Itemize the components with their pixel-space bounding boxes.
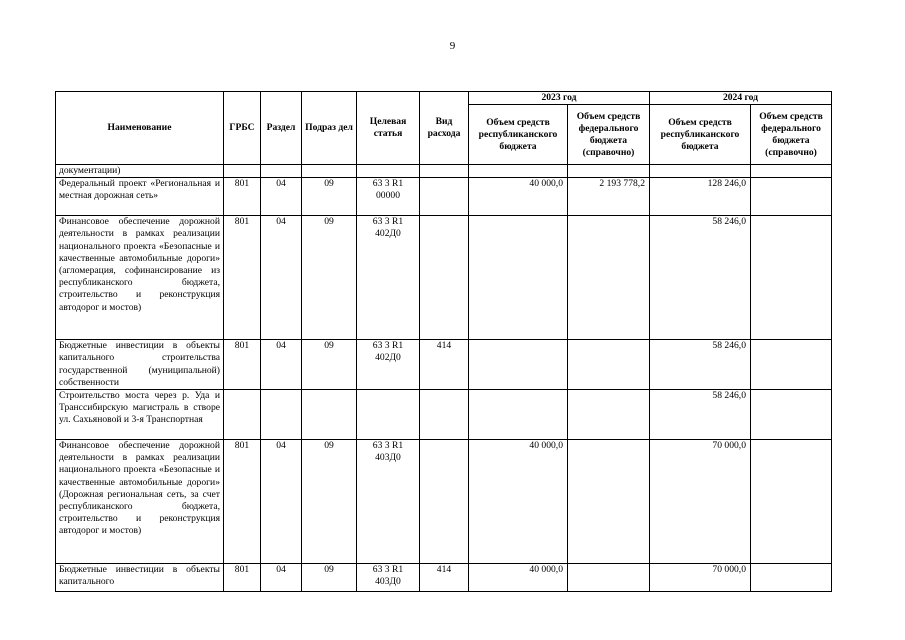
header-podrazdel: Подраз дел (302, 92, 357, 165)
header-target-article: Целевая статья (357, 92, 420, 165)
cell-razdel (261, 165, 302, 178)
cell-rep-2024: 70 000,0 (650, 564, 751, 592)
cell-rep-2023: 40 000,0 (469, 178, 568, 216)
cell-rep-2024: 58 246,0 (650, 216, 751, 340)
cell-grbs (224, 390, 261, 440)
cell-expense-type (420, 440, 469, 564)
cell-name: Финансовое обеспечение дорожной деятельности в рамках реализации национального проекта «Безопасные и качественные автомобильные дороги» (Дорожная региональная сеть, за счет республиканского бюджета, строительство и реконструкция автодорог и мостов) (56, 440, 224, 564)
header-expense-type: Вид расхода (420, 92, 469, 165)
cell-rep-2024: 128 246,0 (650, 178, 751, 216)
header-fed-budget-2024: Объем средств федерального бюджета (справочно) (751, 105, 832, 165)
cell-target-article (357, 165, 420, 178)
cell-fed-2024 (751, 390, 832, 440)
table-row (56, 178, 832, 216)
cell-name: документации) (56, 165, 224, 178)
header-fed-budget-2023: Объем средств федерального бюджета (справочно) (568, 105, 650, 165)
cell-name: Федеральный проект «Региональная и местная дорожная сеть» (56, 178, 224, 216)
cell-rep-2023 (469, 340, 568, 390)
header-year-2023: 2023 год (469, 92, 650, 105)
table-row (56, 390, 832, 440)
cell-expense-type (420, 165, 469, 178)
cell-podrazdel: 09 (302, 340, 357, 390)
cell-podrazdel: 09 (302, 564, 357, 592)
cell-rep-2024: 58 246,0 (650, 340, 751, 390)
cell-razdel: 04 (261, 178, 302, 216)
cell-fed-2024 (751, 178, 832, 216)
cell-podrazdel: 09 (302, 178, 357, 216)
cell-fed-2023 (568, 440, 650, 564)
header-rep-budget-2024: Объем средств республиканского бюджета (650, 105, 751, 165)
cell-target-article: 63 3 R1 402Д0 (357, 216, 420, 340)
cell-rep-2023 (469, 390, 568, 440)
cell-name: Бюджетные инвестиции в объекты капитального (56, 564, 224, 592)
table-row (56, 440, 832, 564)
budget-table (55, 91, 832, 592)
cell-rep-2024: 70 000,0 (650, 440, 751, 564)
table-row (56, 216, 832, 340)
cell-expense-type (420, 178, 469, 216)
cell-grbs: 801 (224, 564, 261, 592)
cell-fed-2024 (751, 440, 832, 564)
cell-name: Финансовое обеспечение дорожной деятельности в рамках реализации национального проекта «Безопасные и качественные автомобильные дороги» (агломерация, софинансирование из республиканского бюджета, строительство и реконструкция автодорог и мостов) (56, 216, 224, 340)
cell-name: Бюджетные инвестиции в объекты капитального строительства государственной (муниципальной) собственности (56, 340, 224, 390)
cell-razdel: 04 (261, 440, 302, 564)
cell-fed-2023 (568, 564, 650, 592)
table-row (56, 564, 832, 592)
cell-rep-2024: 58 246,0 (650, 390, 751, 440)
cell-expense-type (420, 390, 469, 440)
cell-podrazdel: 09 (302, 440, 357, 564)
cell-fed-2024 (751, 564, 832, 592)
cell-target-article: 63 3 R1 402Д0 (357, 340, 420, 390)
cell-rep-2023 (469, 165, 568, 178)
cell-fed-2023 (568, 165, 650, 178)
cell-razdel: 04 (261, 564, 302, 592)
cell-rep-2023 (469, 216, 568, 340)
header-year-2024: 2024 год (650, 92, 832, 105)
cell-expense-type: 414 (420, 564, 469, 592)
cell-target-article: 63 3 R1 403Д0 (357, 440, 420, 564)
cell-podrazdel (302, 165, 357, 178)
cell-grbs: 801 (224, 178, 261, 216)
cell-expense-type: 414 (420, 340, 469, 390)
cell-fed-2023 (568, 216, 650, 340)
cell-fed-2024 (751, 165, 832, 178)
cell-grbs: 801 (224, 340, 261, 390)
cell-name: Строительство моста через р. Уда и Транссибирскую магистраль в створе ул. Сахьяновой и 3-я Транспортная (56, 390, 224, 440)
table-row (56, 340, 832, 390)
table-row (56, 165, 832, 178)
cell-razdel (261, 390, 302, 440)
header-razdel: Раздел (261, 92, 302, 165)
cell-target-article (357, 390, 420, 440)
cell-razdel: 04 (261, 216, 302, 340)
header-name: Наименование (56, 92, 224, 165)
cell-grbs (224, 165, 261, 178)
page-number: 9 (449, 40, 456, 52)
cell-rep-2023: 40 000,0 (469, 440, 568, 564)
cell-rep-2024 (650, 165, 751, 178)
cell-podrazdel: 09 (302, 216, 357, 340)
cell-grbs: 801 (224, 216, 261, 340)
header-rep-budget-2023: Объем средств республиканского бюджета (469, 105, 568, 165)
cell-grbs: 801 (224, 440, 261, 564)
header-grbs: ГРБС (224, 92, 261, 165)
cell-podrazdel (302, 390, 357, 440)
cell-fed-2024 (751, 340, 832, 390)
cell-fed-2024 (751, 216, 832, 340)
cell-fed-2023: 2 193 778,2 (568, 178, 650, 216)
cell-fed-2023 (568, 390, 650, 440)
cell-target-article: 63 3 R1 403Д0 (357, 564, 420, 592)
cell-rep-2023: 40 000,0 (469, 564, 568, 592)
cell-razdel: 04 (261, 340, 302, 390)
cell-target-article: 63 3 R1 00000 (357, 178, 420, 216)
cell-expense-type (420, 216, 469, 340)
cell-fed-2023 (568, 340, 650, 390)
